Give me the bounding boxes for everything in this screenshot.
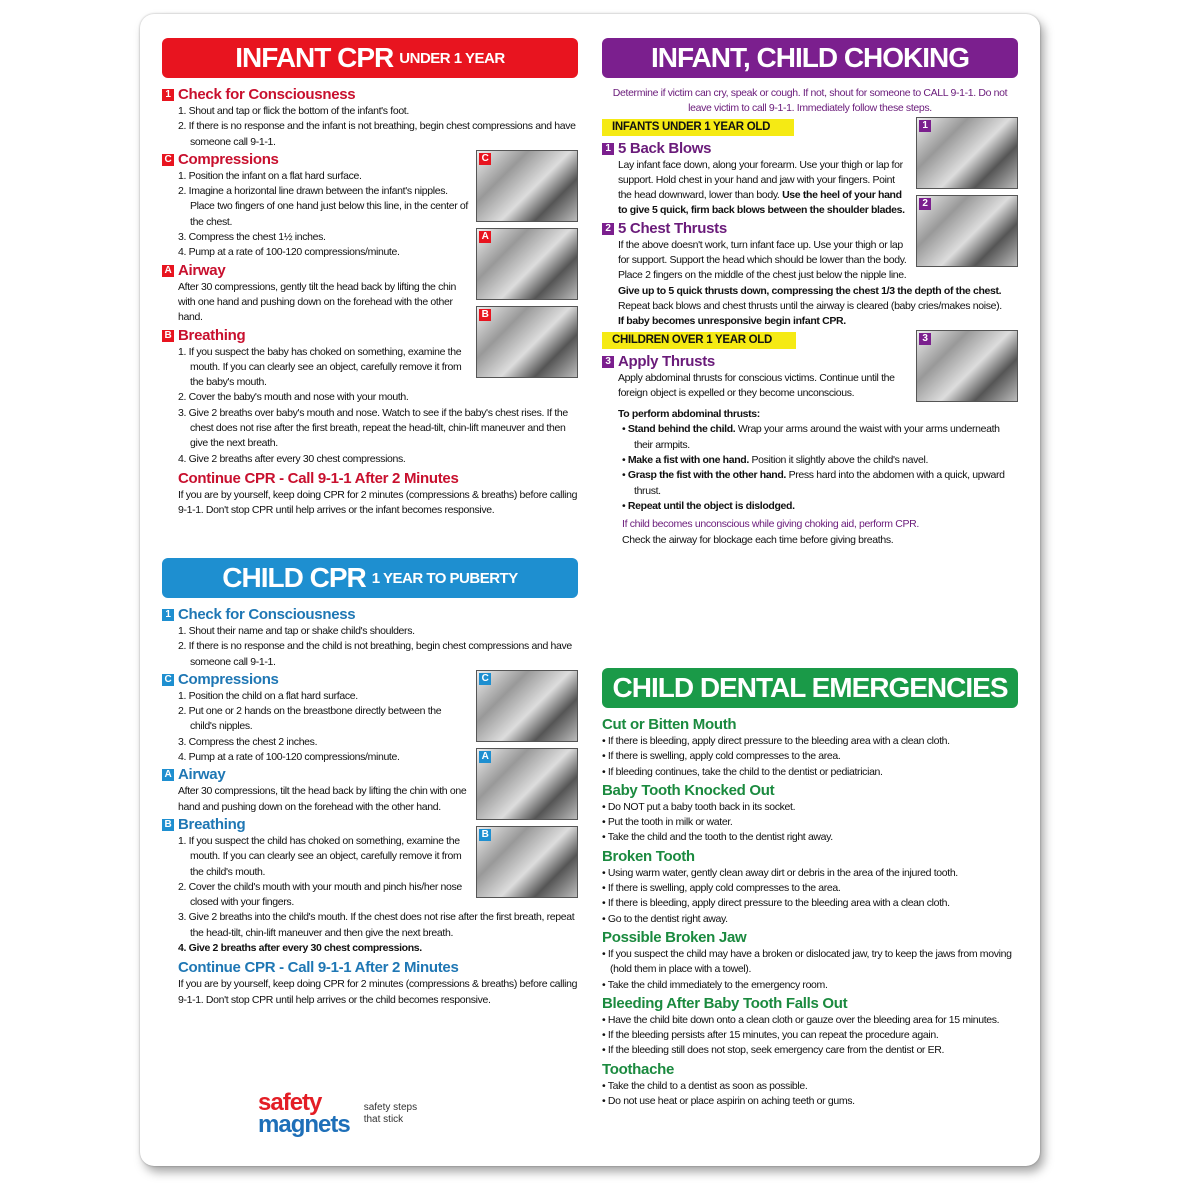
- bullet-text: Put the tooth in milk or water.: [607, 816, 733, 829]
- bullet-dot: •: [602, 978, 608, 991]
- dental-heading: Broken Tooth: [602, 847, 695, 865]
- step-badge: B: [162, 330, 174, 342]
- step-item: 3. Compress the chest 2 inches.: [178, 735, 318, 748]
- step-heading: [162, 151, 468, 169]
- bullet-text: Take the child and the tooth to the dentist right away.: [607, 831, 833, 844]
- step-item: 2. Cover the child's mouth with your mouth and pinch his/her nose closed with your fingers.: [178, 880, 462, 909]
- step-item: 3. Give 2 breaths over baby's mouth and nose. Watch to see if the baby's chest rises. If the chest does not rise after the first breath, repeat the head-tilt, chin-lift maneuver and then give the next breath.: [178, 406, 568, 450]
- section-title: INFANT, CHILD CHOKING: [650, 42, 970, 73]
- step-title: Check for Consciousness: [178, 606, 356, 623]
- illustration-photo: [476, 826, 578, 898]
- bullet-text: If the bleeding persists after 15 minutes, you can repeat the procedure again.: [607, 1029, 939, 1042]
- dental-heading: Baby Tooth Knocked Out: [602, 781, 775, 799]
- step-title: Airway: [178, 766, 226, 784]
- bullet-dot: •: [602, 800, 608, 813]
- photo-step-badge: A: [479, 751, 491, 763]
- step-title: Airway: [178, 261, 226, 279]
- bullet-dot: •: [602, 1079, 608, 1092]
- step-badge: B: [162, 819, 174, 831]
- step-paragraph: If the above doesn't work, turn infant face up. Use your thigh or lap for support. Support the head which should be lower than the body. Place 2 fingers on the middle of the chest just below the nipple line.: [618, 238, 907, 282]
- safety-magnets-logo: [258, 1089, 418, 1138]
- bullet-dot: •: [602, 1095, 608, 1108]
- bullet-lead: Make a fist with one hand.: [627, 454, 749, 467]
- dental-bullet: [602, 947, 1018, 978]
- step-badge: 3: [602, 356, 614, 368]
- bullet-dot: •: [602, 882, 608, 895]
- dental-heading: Toothache: [602, 1060, 675, 1078]
- dental-bullet: [602, 1028, 1018, 1043]
- bullet-text: Have the child bite down onto a clean cloth or gauze over the bleeding area for 15 minutes.: [607, 1013, 1000, 1026]
- step-item: 1. Shout and tap or flick the bottom of the infant's foot.: [178, 105, 409, 117]
- section-subtitle: UNDER 1 YEAR: [399, 49, 505, 67]
- dental-banner: [602, 668, 1018, 708]
- dental-bullet: [602, 1079, 1018, 1094]
- step-item: 2. Imagine a horizontal line drawn between the infant's nipples. Place two fingers of one hand just below this line, in the center of the chest.: [178, 185, 468, 228]
- choking-intro: Determine if victim can cry, speak or cough. If not, shout for someone to CALL 9-1-1. Do not leave victim to call 9-1-1. Immediately follow these steps.: [612, 87, 1008, 115]
- dental-section: [602, 668, 1018, 1109]
- step-heading: [162, 86, 578, 104]
- choking-section: [602, 38, 1018, 548]
- bullet-text: If the bleeding still does not stop, seek emergency care from the dentist or ER.: [607, 1044, 945, 1057]
- step-badge: 2: [602, 223, 614, 235]
- continue-text: If you are by yourself, keep doing CPR for 2 minutes (compressions & breaths) before calling 9-1-1. Don't stop CPR until help arrives or the infant becomes responsive.: [178, 488, 578, 517]
- illustration-photo: [916, 117, 1018, 189]
- step-badge: 1: [162, 609, 174, 621]
- step-item: 2. If there is no response and the infant is not breathing, begin chest compressions and have someone call 9-1-1.: [178, 120, 576, 148]
- child-cpr-section: [162, 558, 578, 1008]
- section-subtitle: 1 YEAR TO PUBERTY: [371, 569, 518, 587]
- bullet-text: Take the child immediately to the emergency room.: [607, 978, 828, 991]
- photo-step-badge: 3: [919, 333, 931, 345]
- bullet-text: If bleeding continues, take the child to the dentist or pediatrician.: [607, 765, 883, 778]
- perform-label: To perform abdominal thrusts:: [618, 408, 760, 421]
- step-badge: C: [162, 154, 174, 166]
- step-item: 1. If you suspect the child has choked on something, examine the mouth. If you can clearly see an object, carefully remove it from the child's mouth.: [178, 834, 462, 878]
- step-item: 1. Position the infant on a flat hard surface.: [178, 169, 362, 182]
- children-label: CHILDREN OVER 1 YEAR OLD: [602, 332, 796, 349]
- photo-step-badge: B: [479, 309, 491, 321]
- step-item: 4. Give 2 breaths after every 30 chest compressions.: [178, 452, 406, 465]
- bullet-item: [622, 468, 1018, 499]
- dental-bullet: [602, 749, 1018, 764]
- photo-step-badge: 1: [919, 120, 931, 132]
- infant_cpr-banner: [162, 38, 578, 78]
- step-item: 4. Pump at a rate of 100-120 compressions/minute.: [178, 246, 400, 259]
- dental-heading: Cut or Bitten Mouth: [602, 716, 737, 733]
- bullet-dot: •: [602, 947, 608, 960]
- step-item: 2. If there is no response and the child is not breathing, begin chest compressions and have someone call 9-1-1.: [178, 640, 572, 668]
- illustration-photo: [476, 670, 578, 742]
- section-body: [162, 86, 578, 519]
- illustration-photo: [476, 306, 578, 378]
- illustration-photo: [476, 748, 578, 820]
- bullet-dot: •: [602, 912, 608, 925]
- bullet-item: [622, 422, 1018, 453]
- bullet-text: If you suspect the child may have a broken or dislocated jaw, try to keep the jaws from moving (hold them in place with a towel).: [607, 947, 1012, 976]
- step-heading: [162, 766, 468, 784]
- bullet-text: Press hard into the abdomen with a quick, upward thrust.: [634, 469, 1005, 497]
- step-item: 4. Give 2 breaths after every 30 chest compressions.: [178, 942, 422, 955]
- bullet-text: Take the child to a dentist as soon as possible.: [607, 1079, 808, 1092]
- dental-bullet: [602, 978, 1018, 993]
- bullet-dot: •: [602, 735, 608, 747]
- check-note: Check the airway for blockage each time before giving breaths.: [622, 533, 894, 546]
- section-body: [602, 86, 1018, 548]
- bullet-dot: •: [602, 1013, 608, 1026]
- photo-step-badge: C: [479, 153, 491, 165]
- step-heading: [162, 671, 468, 689]
- bullet-text: If there is swelling, apply cold compresses to the area.: [607, 750, 841, 763]
- step-badge: 1: [602, 143, 614, 155]
- bullet-dot: •: [602, 765, 608, 778]
- apply-thrusts-text: Apply abdominal thrusts for conscious victims. Continue until the foreign object is expelled or they become unconscious.: [618, 371, 895, 399]
- dental-bullet: [602, 815, 1018, 830]
- section-title: INFANT CPR: [235, 42, 394, 73]
- step-lines: [162, 104, 578, 150]
- bullet-dot: •: [602, 1044, 608, 1057]
- section-body: [602, 716, 1018, 1109]
- dental-bullet: [602, 800, 1018, 815]
- dental-bullet: [602, 1043, 1018, 1058]
- illustration-photo: [476, 150, 578, 222]
- section-title: CHILD CPR: [222, 562, 366, 593]
- bullet-dot: •: [622, 454, 628, 467]
- illustration-photo: [476, 228, 578, 300]
- step-item: 1. Shout their name and tap or shake child's shoulders.: [178, 625, 415, 637]
- unconscious-note: If child becomes unconscious while giving choking aid, perform CPR.: [622, 518, 919, 531]
- dental-bullet: [602, 734, 1018, 749]
- dental-bullet: [602, 912, 1018, 927]
- bullet-item: [622, 453, 1018, 468]
- step-badge: A: [162, 265, 174, 277]
- bullet-dot: •: [602, 750, 608, 763]
- step-title: Compressions: [178, 150, 279, 168]
- photo-step-badge: 2: [919, 198, 931, 210]
- continue-heading: Continue CPR - Call 9-1-1 After 2 Minutes: [178, 959, 459, 977]
- bullet-lead: Stand behind the child.: [627, 423, 736, 436]
- step-item: 2. Cover the baby's mouth and nose with your mouth.: [178, 391, 409, 404]
- bullet-text: If there is bleeding, apply direct pressure to the bleeding area with a clean cloth.: [607, 735, 950, 747]
- bullet-item: [622, 499, 1018, 514]
- step-title: 5 Back Blows: [618, 139, 712, 157]
- step-paragraph: Lay infant face down, along your forearm. Use your thigh or lap for support. Hold chest in your hand and jaw with your fingers. Point the head downward, lower than body.: [618, 158, 903, 202]
- step-heading: [162, 327, 468, 345]
- step-item: 3. Give 2 breaths into the child's mouth. If the chest does not rise after the first breath, repeat the head-tilt, chin-lift maneuver and then give the next breath.: [178, 911, 575, 939]
- bullet-text: Position it slightly above the child's navel.: [748, 454, 929, 467]
- logo-tagline-2: that stick: [363, 1114, 404, 1125]
- choking-banner: [602, 38, 1018, 78]
- bullet-dot: •: [602, 816, 608, 829]
- bullet-lead: Grasp the fist with the other hand.: [627, 469, 786, 482]
- step-heading: [602, 220, 908, 238]
- step-title: Breathing: [178, 815, 246, 833]
- step-heading: [162, 262, 468, 280]
- bullet-dot: •: [622, 499, 628, 512]
- child_cpr-banner: [162, 558, 578, 598]
- dental-bullet: [602, 765, 1018, 780]
- logo-line-2: magnets: [258, 1111, 350, 1138]
- step-badge: A: [162, 769, 174, 781]
- bullet-dot: •: [622, 469, 628, 482]
- section-body: [162, 606, 578, 1008]
- step-title: Breathing: [178, 326, 246, 344]
- step-heading: [162, 816, 468, 834]
- step-item: After 30 compressions, gently tilt the head back by lifting the chin with one hand and pushing down on the forehead with the other hand.: [178, 280, 456, 324]
- dental-bullet: [602, 866, 1018, 881]
- infant-cpr-section: [162, 38, 578, 519]
- step-item: After 30 compressions, tilt the head back by lifting the chin with one hand and pushing down on the forehead with the other hand.: [178, 785, 467, 813]
- continue-heading: Continue CPR - Call 9-1-1 After 2 Minutes: [178, 469, 459, 487]
- section-title: CHILD DENTAL EMERGENCIES: [612, 672, 1008, 703]
- step-item: 1. Position the child on a flat hard surface.: [178, 689, 358, 702]
- dental-bullet: [602, 881, 1018, 896]
- bullet-dot: •: [602, 897, 608, 910]
- dental-bullet: [602, 896, 1018, 911]
- step-paragraph: Use the heel of your hand to give 5 quick, firm back blows between the shoulder blades.: [618, 189, 905, 217]
- bullet-text: Wrap your arms around the waist with your arms underneath their armpits.: [634, 423, 1000, 451]
- step-lines: [162, 624, 578, 670]
- dental-heading: Possible Broken Jaw: [602, 928, 747, 946]
- dental-bullet: [602, 1013, 1018, 1028]
- infants-label: INFANTS UNDER 1 YEAR OLD: [602, 119, 794, 136]
- bullet-text: If there is swelling, apply cold compresses to the area.: [607, 882, 841, 895]
- step-title: Apply Thrusts: [618, 352, 715, 370]
- bullet-dot: •: [602, 1029, 608, 1042]
- step-item: 1. If you suspect the baby has choked on something, examine the mouth. If you can clearly see an object, carefully remove it from the baby's mouth.: [178, 345, 462, 389]
- step-title: Check for Consciousness: [178, 86, 356, 103]
- step-badge: C: [162, 674, 174, 686]
- step-item: 3. Compress the chest 1½ inches.: [178, 231, 326, 244]
- logo-line-1: safety: [258, 1089, 322, 1116]
- step-item: 4. Pump at a rate of 100-120 compressions/minute.: [178, 751, 400, 764]
- dental-bullet: [602, 830, 1018, 845]
- continue-text: If you are by yourself, keep doing CPR for 2 minutes (compressions & breaths) before calling 9-1-1. Don't stop CPR until help arrives or the child becomes responsive.: [178, 978, 578, 1006]
- bullet-dot: •: [602, 866, 608, 879]
- photo-step-badge: A: [479, 231, 491, 243]
- step-paragraph: If baby becomes unresponsive begin infant CPR.: [618, 315, 846, 328]
- dental-bullet: [602, 1094, 1018, 1109]
- step-title: Compressions: [178, 670, 279, 688]
- bullet-text: Using warm water, gently clean away dirt or debris in the area of the injured tooth.: [607, 866, 958, 879]
- illustration-photo: [916, 195, 1018, 267]
- bullet-lead: Repeat until the object is dislodged.: [627, 499, 795, 512]
- dental-heading: Bleeding After Baby Tooth Falls Out: [602, 994, 848, 1012]
- step-title: 5 Chest Thrusts: [618, 219, 727, 237]
- step-paragraph: Give up to 5 quick thrusts down, compressing the chest 1/3 the depth of the chest.: [618, 284, 1002, 297]
- bullet-text: Do NOT put a baby tooth back in its socket.: [607, 800, 796, 813]
- thrust-bullets: [602, 422, 1018, 514]
- bullet-dot: •: [602, 831, 608, 844]
- step-item: 2. Put one or 2 hands on the breastbone directly between the child's nipples.: [178, 705, 442, 733]
- logo-tagline-1: safety steps: [363, 1102, 418, 1113]
- step-heading: [162, 606, 578, 624]
- bullet-text: Do not use heat or place aspirin on aching teeth or gums.: [607, 1095, 855, 1108]
- photo-step-badge: B: [479, 829, 491, 841]
- step-paragraph: Repeat back blows and chest thrusts until the airway is cleared (baby cries/makes noise).: [618, 299, 1002, 312]
- step-heading: [602, 353, 908, 371]
- bullet-dot: •: [622, 423, 628, 436]
- step-badge: 1: [162, 89, 174, 101]
- bullet-text: Go to the dentist right away.: [607, 912, 728, 925]
- photo-step-badge: C: [479, 673, 491, 685]
- bullet-text: If there is bleeding, apply direct pressure to the bleeding area with a clean cloth.: [607, 897, 950, 910]
- illustration-photo: [916, 330, 1018, 402]
- step-heading: [602, 140, 908, 158]
